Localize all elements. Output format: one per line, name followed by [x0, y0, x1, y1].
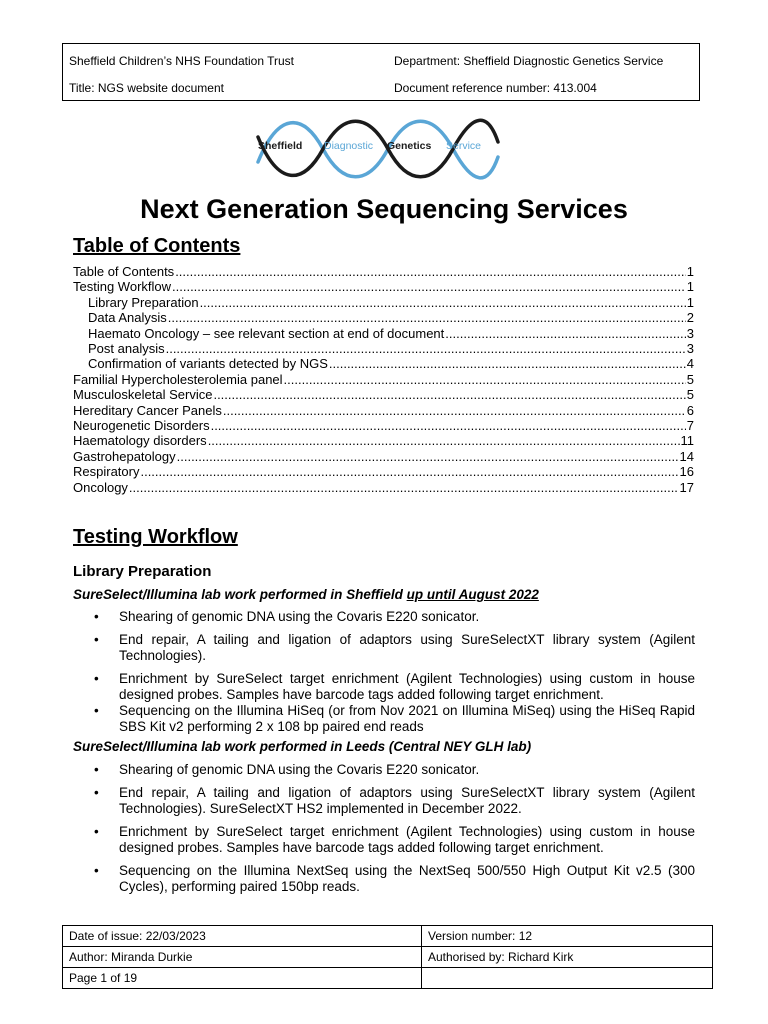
header-reference: Document reference number: 413.004: [394, 81, 597, 95]
toc-entry-label: Haemato Oncology – see relevant section at end of document: [88, 325, 445, 341]
toc-leader-dots: [223, 403, 686, 418]
sheffield-subheading-date: up until August 2022: [406, 587, 539, 602]
footer-authorised: Authorised by: Richard Kirk: [422, 947, 713, 968]
toc-entry[interactable]: [73, 326, 694, 341]
footer-date-of-issue: Date of issue: 22/03/2023: [63, 926, 422, 947]
toc-entry-page: 4: [686, 356, 694, 372]
bullet-item: • Enrichment by SureSelect target enrichment (Agilent Technologies) using custom in house designed probes. Samples have barcode tags added following target enrichment.: [90, 824, 695, 856]
bullet-item: • End repair, A tailing and ligation of adaptors using SureSelectXT library system (Agilent Technologies). SureSelectXT HS2 implemented in December 2022.: [90, 785, 695, 817]
toc-leader-dots: [140, 464, 678, 479]
toc-entry-label: Hereditary Cancer Panels: [73, 402, 222, 418]
leeds-bullet-list: [90, 762, 695, 895]
document-header: [62, 43, 700, 101]
header-department: Department: Sheffield Diagnostic Genetics Service: [394, 54, 664, 68]
sheffield-bullet-list: [90, 609, 695, 735]
bullet-item: • Enrichment by SureSelect target enrichment (Agilent Technologies) using custom in house designed probes. Samples have barcode tags added following target enrichment.: [90, 671, 695, 703]
toc-entry-label: Library Preparation: [88, 294, 199, 310]
toc-entry-label: Oncology: [73, 479, 128, 495]
toc-entry-label: Testing Workflow: [73, 279, 172, 295]
toc-entry-page: 5: [686, 387, 694, 403]
toc-entry[interactable]: [73, 418, 694, 433]
toc-leader-dots: [208, 433, 680, 448]
toc-entry[interactable]: [73, 295, 694, 310]
toc-leader-dots: [200, 295, 686, 310]
toc-entry-page: 14: [679, 448, 694, 464]
toc-leader-dots: [168, 310, 686, 325]
toc-leader-dots: [284, 372, 686, 387]
toc-entry[interactable]: [73, 433, 694, 448]
toc-entry-label: Confirmation of variants detected by NGS: [88, 356, 328, 372]
toc-entry-page: 5: [686, 371, 694, 387]
toc-entry-page: 11: [680, 433, 694, 449]
bullet-item: • Sequencing on the Illumina HiSeq (or from Nov 2021 on Illumina MiSeq) using the HiSeq Rapid SBS Kit v2 performing 2 x 108 bp paired end reads: [90, 703, 695, 735]
footer-empty-cell: [422, 968, 713, 989]
bullet-item: • End repair, A tailing and ligation of adaptors using SureSelectXT library system (Agilent Technologies).: [90, 632, 695, 664]
logo-word-2: Diagnostic: [324, 140, 374, 152]
toc-entry-page: 1: [686, 294, 694, 310]
toc-entry[interactable]: [73, 341, 694, 356]
footer-version: Version number: 12: [422, 926, 713, 947]
bullet-item: • Sequencing on the Illumina NextSeq using the NextSeq 500/550 High Output Kit v2.5 (300 Cycles), performing paired 150bp reads.: [90, 863, 695, 895]
toc-entry-page: 16: [679, 464, 694, 480]
sheffield-subheading: [73, 587, 539, 602]
toc-entry[interactable]: [73, 310, 694, 325]
bullet-item: • Shearing of genomic DNA using the Covaris E220 sonicator.: [90, 609, 695, 625]
footer-author: Author: Miranda Durkie: [63, 947, 422, 968]
sheffield-subheading-prefix: SureSelect/Illumina lab work performed in Sheffield: [73, 587, 407, 602]
table-of-contents: [73, 264, 694, 495]
toc-entry[interactable]: [73, 279, 694, 294]
toc-entry-page: 17: [679, 479, 694, 495]
toc-entry-page: 7: [686, 418, 694, 434]
document-footer: [62, 925, 713, 989]
toc-leader-dots: [172, 279, 686, 294]
toc-leader-dots: [177, 449, 679, 464]
toc-entry-label: Data Analysis: [88, 310, 167, 326]
toc-entry-label: Post analysis: [88, 341, 165, 357]
toc-entry-label: Musculoskeletal Service: [73, 387, 213, 403]
toc-entry[interactable]: [73, 356, 694, 371]
toc-entry-page: 3: [686, 341, 694, 357]
toc-entry-label: Table of Contents: [73, 264, 175, 279]
toc-leader-dots: [445, 326, 685, 341]
logo-word-1: Sheffield: [258, 140, 303, 152]
toc-entry[interactable]: [73, 387, 694, 402]
toc-entry-page: 2: [686, 310, 694, 326]
sdgs-logo: [248, 112, 504, 186]
toc-entry-label: Gastrohepatology: [73, 448, 176, 464]
bullet-item: • Shearing of genomic DNA using the Covaris E220 sonicator.: [90, 762, 695, 778]
toc-entry-label: Respiratory: [73, 464, 140, 480]
toc-leader-dots: [129, 480, 679, 495]
toc-entry-page: 1: [686, 264, 694, 279]
logo-word-3: Genetics: [387, 140, 432, 152]
toc-entry-label: Haematology disorders: [73, 433, 207, 449]
toc-leader-dots: [329, 356, 686, 371]
footer-page: Page 1 of 19: [63, 968, 422, 989]
toc-heading: Table of Contents: [73, 235, 241, 257]
toc-entry[interactable]: [73, 403, 694, 418]
toc-entry[interactable]: [73, 264, 694, 279]
toc-entry[interactable]: [73, 372, 694, 387]
toc-leader-dots: [211, 418, 686, 433]
testing-workflow-heading: Testing Workflow: [73, 526, 238, 548]
page-title: Next Generation Sequencing Services: [140, 194, 628, 224]
library-prep-heading: Library Preparation: [73, 563, 212, 580]
leeds-subheading: SureSelect/Illumina lab work performed in Leeds (Central NEY GLH lab): [73, 739, 532, 754]
toc-leader-dots: [166, 341, 686, 356]
toc-leader-dots: [175, 264, 686, 279]
toc-entry-page: 6: [686, 402, 694, 418]
toc-entry[interactable]: [73, 464, 694, 479]
toc-entry-label: Neurogenetic Disorders: [73, 418, 210, 434]
toc-entry[interactable]: [73, 449, 694, 464]
toc-entry-page: 1: [686, 279, 694, 295]
toc-entry-page: 3: [686, 325, 694, 341]
logo-word-4: Service: [446, 140, 482, 152]
toc-entry[interactable]: [73, 480, 694, 495]
toc-entry-label: Familial Hypercholesterolemia panel: [73, 371, 283, 387]
header-title: Title: NGS website document: [69, 81, 224, 95]
toc-leader-dots: [213, 387, 685, 402]
header-org: Sheffield Children’s NHS Foundation Trust: [69, 54, 295, 68]
